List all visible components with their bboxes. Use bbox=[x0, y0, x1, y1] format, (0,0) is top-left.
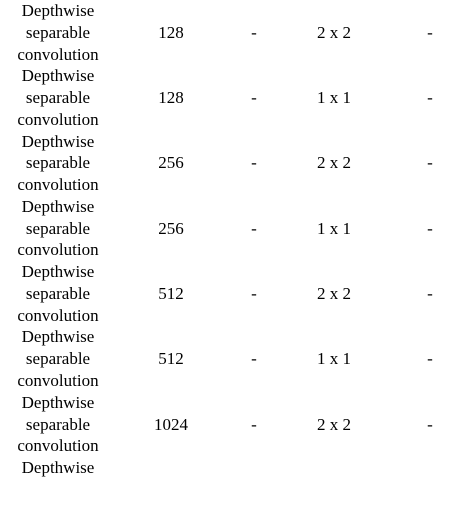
layer-name-line: convolution bbox=[17, 436, 99, 456]
padding-cell: - bbox=[427, 414, 433, 434]
kernel-cell: - bbox=[251, 22, 257, 42]
layer-name-line: convolution bbox=[17, 44, 99, 64]
padding-cell: - bbox=[427, 349, 433, 369]
table-row bbox=[0, 392, 474, 457]
layer-name-cell bbox=[0, 457, 116, 479]
padding-cell: - bbox=[427, 22, 433, 42]
layer-name-line: Depthwise bbox=[21, 262, 95, 282]
kernel-cell: - bbox=[251, 218, 257, 238]
layer-name-line: Depthwise bbox=[21, 327, 95, 347]
layer-name-cell bbox=[0, 0, 116, 65]
layer-name-line: convolution bbox=[17, 175, 99, 195]
table-row bbox=[0, 65, 474, 130]
layer-name-line: separable bbox=[25, 349, 91, 369]
layer-name-line: Depthwise bbox=[21, 1, 95, 20]
kernel-cell: - bbox=[251, 88, 257, 108]
layer-name-cell bbox=[0, 65, 116, 130]
kernel-cell: - bbox=[251, 349, 257, 369]
layer-name-cell bbox=[0, 261, 116, 326]
layer-name-line: separable bbox=[25, 88, 91, 108]
filters-cell: 512 bbox=[158, 349, 184, 369]
layer-name-line: Depthwise bbox=[21, 66, 95, 86]
padding-cell: - bbox=[427, 218, 433, 238]
layer-name-line: convolution bbox=[17, 109, 99, 129]
stride-cell: 2 x 2 bbox=[317, 22, 351, 42]
stride-cell: 1 x 1 bbox=[317, 349, 351, 369]
layer-name-line: separable bbox=[25, 414, 91, 434]
layer-name-line: convolution bbox=[17, 305, 99, 325]
layer-name-line: separable bbox=[25, 153, 91, 173]
table-row bbox=[0, 196, 474, 261]
padding-cell: - bbox=[427, 153, 433, 173]
filters-cell: 512 bbox=[158, 283, 184, 303]
layer-name-cell bbox=[0, 326, 116, 391]
stride-cell: 2 x 2 bbox=[317, 283, 351, 303]
kernel-cell: - bbox=[251, 283, 257, 303]
layer-name-line: Depthwise bbox=[21, 458, 95, 478]
filters-cell: 256 bbox=[158, 218, 184, 238]
table-row bbox=[0, 0, 474, 65]
layer-name-line: separable bbox=[25, 22, 91, 42]
filters-cell: 1024 bbox=[154, 414, 188, 434]
layer-name-line: Depthwise bbox=[21, 131, 95, 151]
stride-cell: 1 x 1 bbox=[317, 88, 351, 108]
layer-name-cell bbox=[0, 131, 116, 196]
layer-name-line: Depthwise bbox=[21, 392, 95, 412]
table-row bbox=[0, 261, 474, 326]
layer-name-line: convolution bbox=[17, 371, 99, 391]
stride-cell: 2 x 2 bbox=[317, 153, 351, 173]
padding-cell: - bbox=[427, 88, 433, 108]
layer-name-line: Depthwise bbox=[21, 196, 95, 216]
filters-cell: 256 bbox=[158, 153, 184, 173]
kernel-cell: - bbox=[251, 414, 257, 434]
layer-name-cell bbox=[0, 392, 116, 457]
table-row bbox=[0, 326, 474, 391]
kernel-cell: - bbox=[251, 153, 257, 173]
table-row bbox=[0, 131, 474, 196]
stride-cell: 1 x 1 bbox=[317, 218, 351, 238]
stride-cell: 2 x 2 bbox=[317, 414, 351, 434]
layer-name-line: separable bbox=[25, 283, 91, 303]
filters-cell: 128 bbox=[158, 88, 184, 108]
layer-name-line: convolution bbox=[17, 240, 99, 260]
layer-name-line: separable bbox=[25, 218, 91, 238]
filters-cell: 128 bbox=[158, 22, 184, 42]
table-row-partial-bottom bbox=[0, 457, 474, 522]
layer-name-cell bbox=[0, 196, 116, 261]
padding-cell: - bbox=[427, 283, 433, 303]
